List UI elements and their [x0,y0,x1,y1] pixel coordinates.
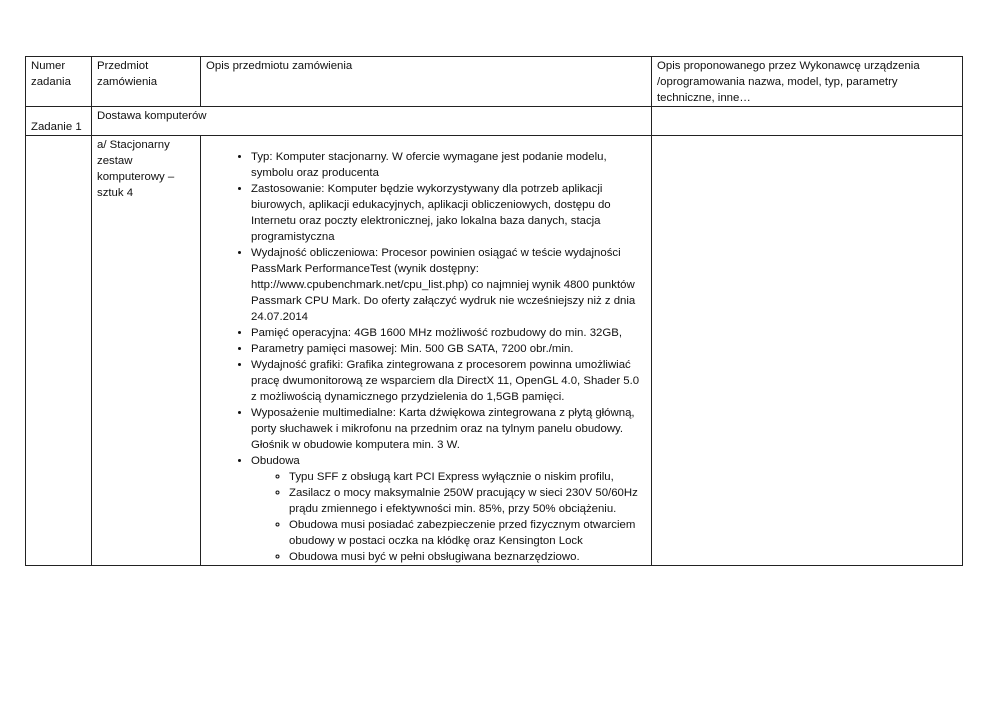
task-number: Zadanie 1 [26,107,92,136]
task-title: Dostawa komputerów [92,107,652,136]
task-offer-cell[interactable] [652,107,963,136]
header-contractor-offer: Opis proponowanego przez Wykonawcę urządzenia /oprogramowania nazwa, model, typ, parametry techniczne, inne… [652,57,963,107]
req-usage: • Zastosowanie: Komputer będzie wykorzystywany dla potrzeb aplikacji biurowych, aplikacji edukacyjnych, aplikacji obliczeniowych, dostępu do Internetu oraz poczty elektronicznej, jako lokalna baza danych, stacja programistyczna [251,181,646,245]
header-task-number: Numer zadania [26,57,92,107]
header-order-subject: Przedmiot zamówienia [92,57,201,107]
case-power-supply: ◦ Zasilacz o mocy maksymalnie 250W pracujący w sieci 230V 50/60Hz prądu zmiennego i efektywności min. 85%, przy 50% obciążeniu. [289,485,646,517]
task-row [26,107,963,136]
specification-table [25,56,963,566]
header-description: Opis przedmiotu zamówienia [201,57,652,107]
item-description [201,136,652,566]
req-performance: • Wydajność obliczeniowa: Procesor powinien osiągać w teście wydajności PassMark PerformanceTest (wynik dostępny: http://www.cpubenchmark.net/cpu_list.php) co najmniej wynik 4800 punktów Passmark CPU Mark. Do oferty załączyć wydruk nie wcześniejszy niż z dnia 24.07.2014 [251,245,646,325]
case-sublist [251,469,646,565]
item-number-cell [26,136,92,566]
req-storage: • Parametry pamięci masowej: Min. 500 GB SATA, 7200 obr./min. [251,341,646,357]
header-row [26,57,963,107]
case-form-factor: ◦ Typu SFF z obsługą kart PCI Express wyłącznie o niskim profilu, [289,469,646,485]
case-lock: ◦ Obudowa musi posiadać zabezpieczenie przed fizycznym otwarciem obudowy w postaci oczka na kłódkę oraz Kensington Lock [289,517,646,549]
req-multimedia: • Wyposażenie multimedialne: Karta dźwiękowa zintegrowana z płytą główną, porty słuchawek i mikrofonu na przednim oraz na tylnym panelu obudowy. Głośnik w obudowie komputera min. 3 W. [251,405,646,453]
item-offer-cell[interactable] [652,136,963,566]
case-toolless: ◦ Obudowa musi być w pełni obsługiwana beznarzędziowo. [289,549,646,565]
item-row [26,136,963,566]
item-name: a/ Stacjonarny zestaw komputerowy – sztuk 4 [92,136,201,566]
req-type: • Typ: Komputer stacjonarny. W ofercie wymagane jest podanie modelu, symbolu oraz producenta [251,149,646,181]
req-case [251,453,646,565]
req-case-label: • Obudowa [251,455,300,467]
requirements-list [206,149,646,565]
req-graphics: • Wydajność grafiki: Grafika zintegrowana z procesorem powinna umożliwiać pracę dwumonitorową ze wsparciem dla DirectX 11, OpenGL 4.0, Shader 5.0 z możliwością dynamicznego przydzielenia do 1,5GB pamięci. [251,357,646,405]
req-memory: • Pamięć operacyjna: 4GB 1600 MHz możliwość rozbudowy do min. 32GB, [251,325,646,341]
